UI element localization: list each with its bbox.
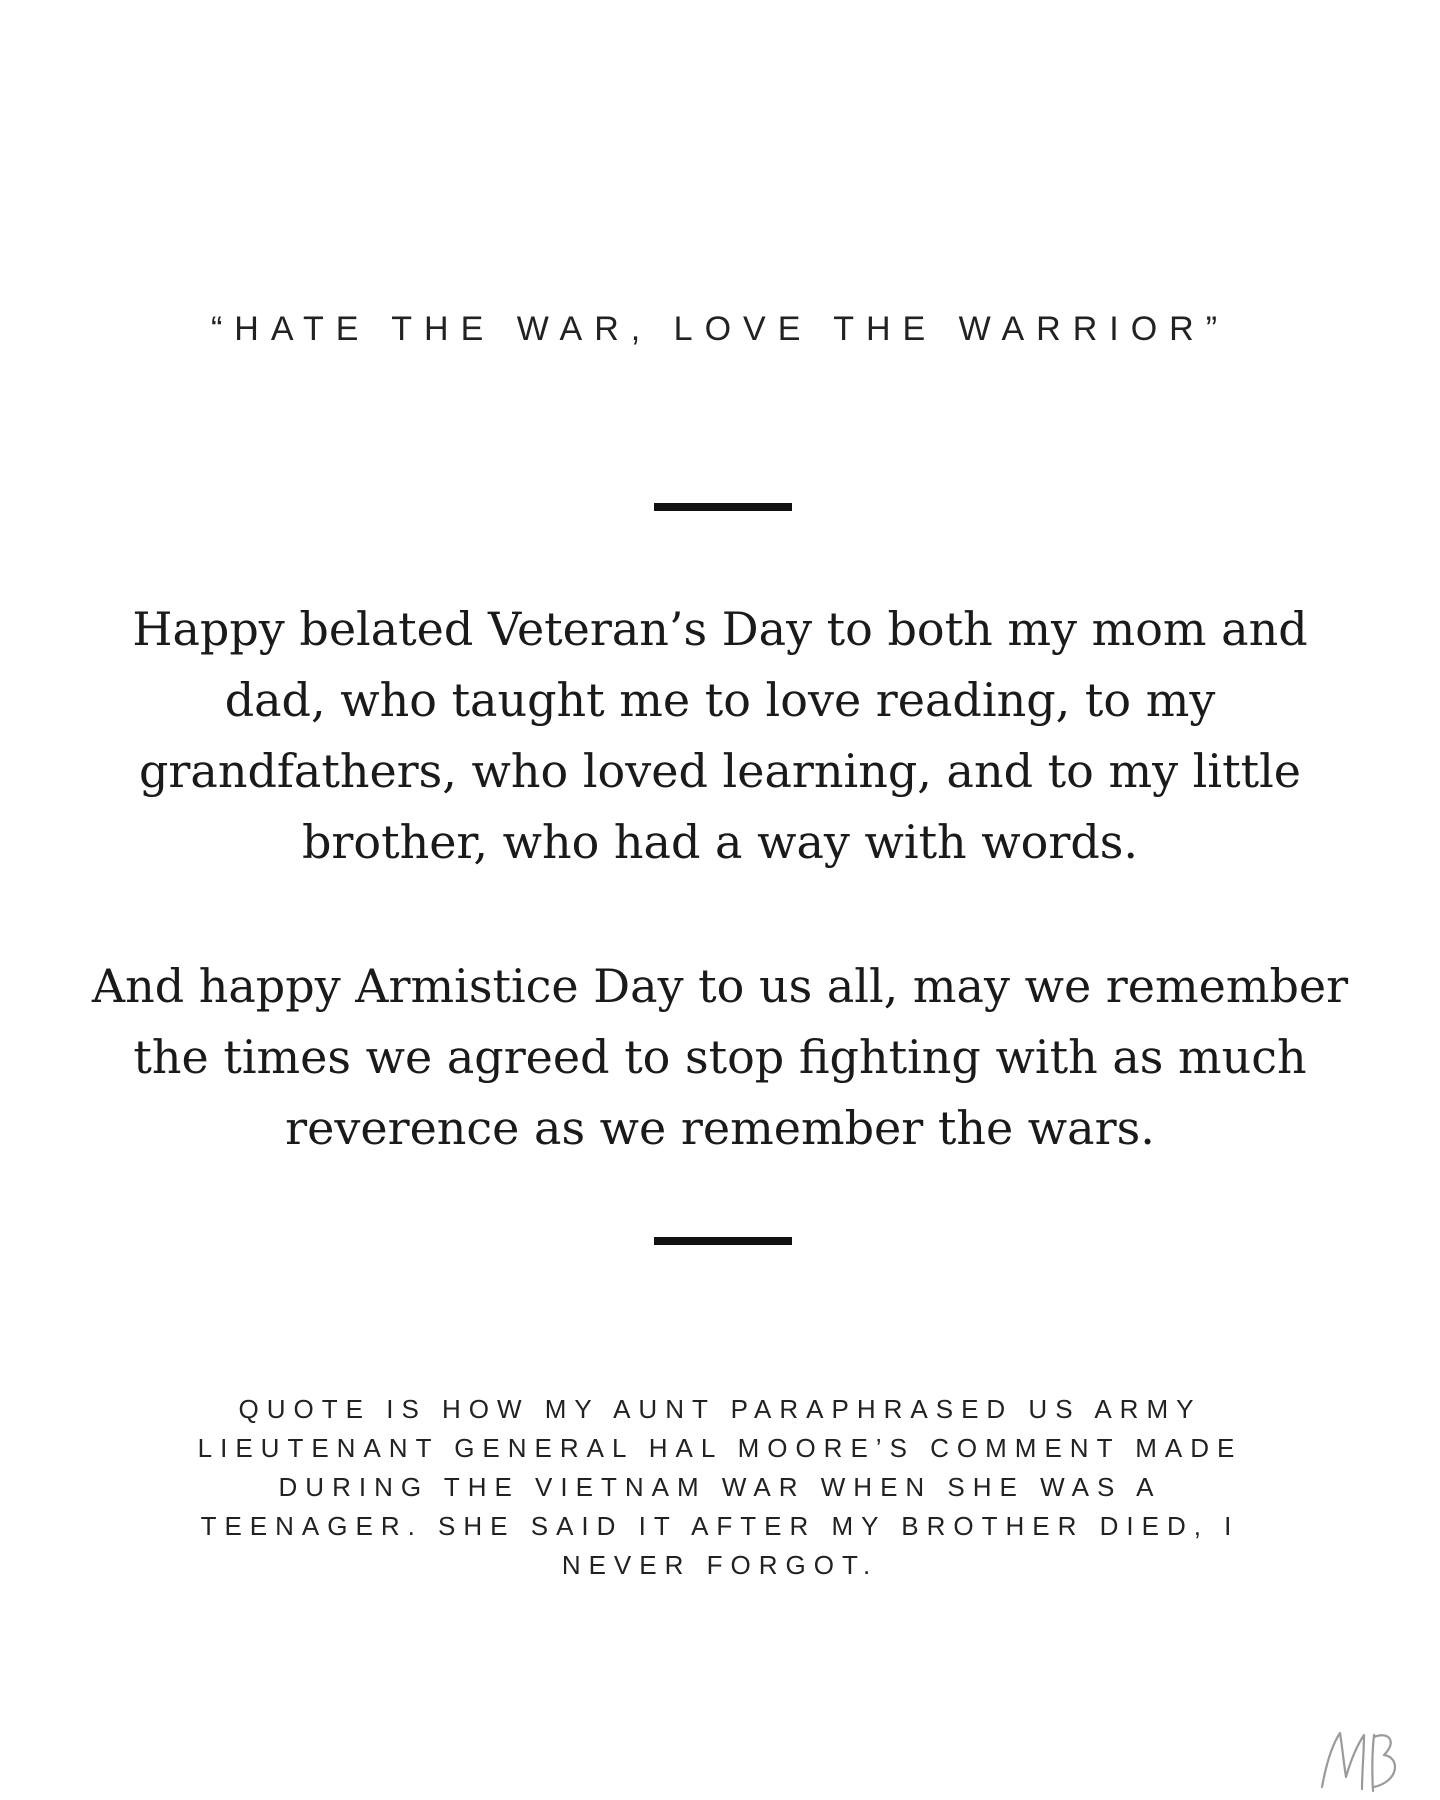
divider-bottom xyxy=(654,1237,792,1245)
quote-title: “HATE THE WAR, LOVE THE WARRIOR” xyxy=(210,310,1230,348)
monogram-signature-logo xyxy=(1318,1725,1402,1797)
paragraph-veterans-day: Happy belated Veteran’s Day to both my mom and dad, who taught me to love reading, to my grandfathers, who loved learning, and to my little brother, who had a way with words. xyxy=(132,602,1308,869)
footnote: QUOTE IS HOW MY AUNT PARAPHRASED US ARMY LIEUTENANT GENERAL HAL MOORE’S COMMENT MADE DURING THE VIETNAM WAR WHEN SHE WAS A TEENAGER. SHE SAID IT AFTER MY BROTHER DIED, I NEVER FORGOT. xyxy=(197,1394,1243,1580)
divider-top xyxy=(654,503,792,511)
paragraph-armistice-day: And happy Armistice Day to us all, may we remember the times we agreed to stop fighting with as much reverence as we remember the wars. xyxy=(91,959,1349,1155)
